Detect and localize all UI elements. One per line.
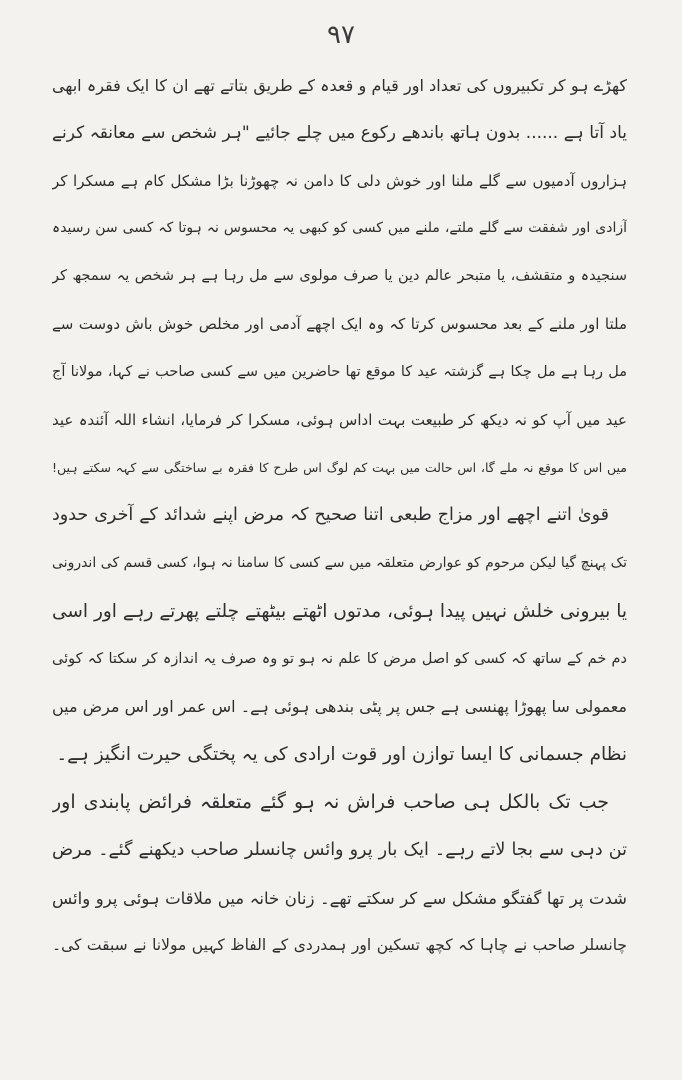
text-line: سنجیدہ و متقشف، یا متبحر عالم دین یا صرف مولوی سے مل رہا ہے ہر شخص یہ سمجھ کر xyxy=(52,268,627,285)
text-line: ملتا اور ملنے کے بعد محسوس کرتا کہ وہ ایک اچھے آدمی اور مخلص خوش باش دوست سے xyxy=(52,314,627,333)
text-line: یاد آتا ہے ...... بدون ہاتھ باندھے رکوع میں چلے جائیے "ہر شخص سے معانقہ کرنے xyxy=(52,122,627,143)
text-line: معمولی سا پھوڑا پھنسی ہے جس پر پٹی بندھی ہوئی ہے۔ اس عمر اور اس مرض میں xyxy=(52,697,627,717)
paragraph-first-line: جب تک بالکل ہی صاحب فراش نہ ہو گئے متعلقہ فرائض پابندی اور xyxy=(52,790,609,813)
text-line: دم خم کے ساتھ کہ کسی کو اصل مرض کا علم نہ ہو تو وہ صرف یہ اندازہ کر سکتا کہ کوئی xyxy=(52,650,627,667)
text-line: یا بیرونی خلش نہیں پیدا ہوئی، مدتوں اٹھتے بیٹھتے چلتے پھرتے رہے اور اسی xyxy=(52,600,627,622)
paragraph-last-line: نظام جسمانی کا ایسا توازن اور قوت ارادی کی یہ پختگی حیرت انگیز ہے۔ xyxy=(56,744,627,766)
paragraph-first-line: قویٰ اتنے اچھے اور مزاج طبعی اتنا صحیح کہ مرض اپنے شدائد کے آخری حدود xyxy=(52,505,609,526)
text-line: ہزاروں آدمیوں سے گلے ملنا اور خوش دلی کا دامن نہ چھوڑنا بڑا مشکل کام ہے مسکرا کر xyxy=(52,171,627,190)
page-number: ۹۷ xyxy=(327,20,355,50)
text-line: میں اس کا موقع نہ ملے گا، اس حالت میں بہت کم لوگ اس طرح کا فقرہ بے ساختگی سے کہہ سکتے ہیں! xyxy=(52,460,627,476)
text-line: مل رہا ہے مل چکا ہے گزشتہ عید کا موقع تھا حاضرین میں سے کسی صاحب نے کہا، مولانا آج xyxy=(52,363,627,380)
text-line: تن دہی سے بجا لاتے رہے۔ ایک بار پرو وائس چانسلر صاحب دیکھنے گئے۔ مرض xyxy=(52,839,627,860)
text-line: عید میں آپ کو نہ دیکھ کر طبیعت بہت اداس ہوئی، مسکرا کر فرمایا، انشاء اللہ آئندہ عید xyxy=(52,410,627,429)
text-line: آزادی اور شفقت سے گلے ملتے، ملنے میں کسی کو کبھی یہ محسوس نہ ہوتا کہ کسی سن رسیدہ xyxy=(52,220,627,237)
text-line: چانسلر صاحب نے چاہا کہ کچھ تسکین اور ہمدردی کے الفاظ کہیں مولانا نے سبقت کی۔ xyxy=(52,936,627,955)
body-text xyxy=(52,62,627,970)
text-line: کھڑے ہو کر تکبیروں کی تعداد اور قیام و قعدہ کے طریق بتاتے تھے ان کا ایک فقرہ ابھی xyxy=(52,76,627,95)
text-line: تک پہنچ گیا لیکن مرحوم کو عوارض متعلقہ میں سے کسی کا سامنا نہ ہوا، کسی قسم کی اندرونی xyxy=(52,554,627,571)
text-line: شدت پر تھا گفتگو مشکل سے کر سکتے تھے۔ زنان خانہ میں ملاقات ہوئی پرو وائس xyxy=(52,888,627,908)
